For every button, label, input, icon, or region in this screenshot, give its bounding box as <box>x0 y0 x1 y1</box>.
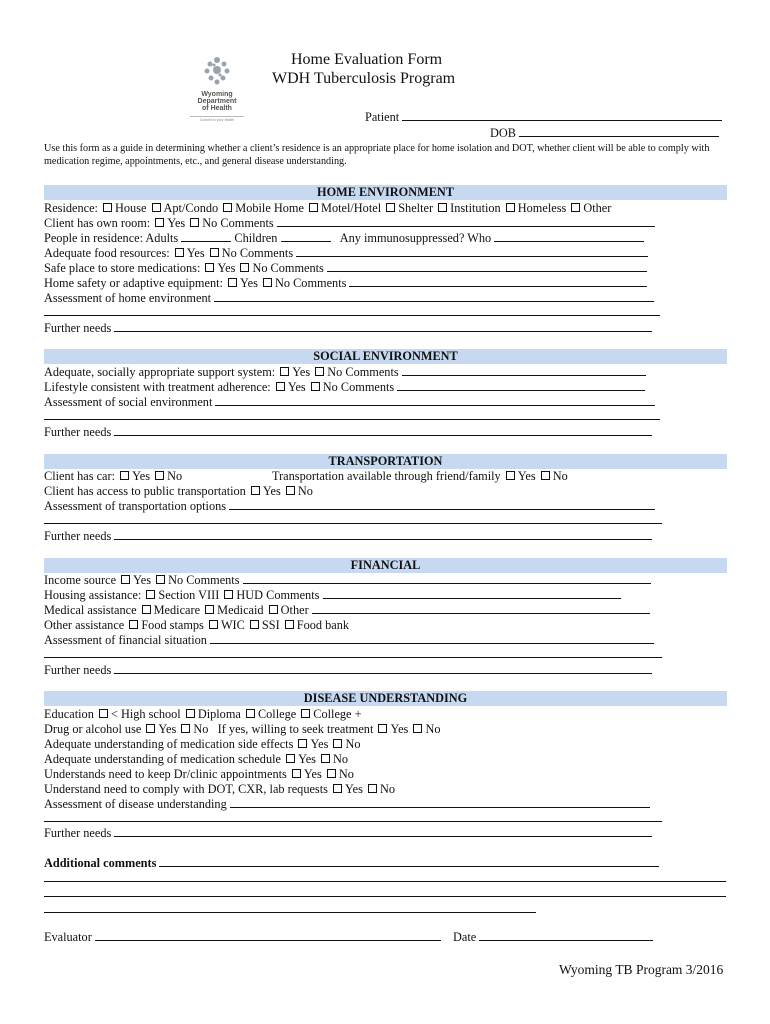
transport-assessment-line-2[interactable] <box>44 523 662 524</box>
residence-row <box>44 201 611 215</box>
medical-other-checkbox[interactable] <box>269 605 278 614</box>
housing-comments-field[interactable] <box>323 588 621 599</box>
yes-label: Yes <box>345 782 363 796</box>
home-assessment-field[interactable] <box>214 291 654 302</box>
evaluator-label: Evaluator <box>44 930 92 944</box>
yes-label: Yes <box>186 246 205 260</box>
additional-comments-line-4[interactable] <box>44 912 536 913</box>
public-transport-label: Client has access to public transportation <box>44 484 246 498</box>
lifestyle-label: Lifestyle consistent with treatment adherence: <box>44 380 271 394</box>
medical-other-field[interactable] <box>312 603 650 614</box>
dob-field[interactable] <box>519 126 719 137</box>
disease-assessment-label: Assessment of disease understanding <box>44 797 227 811</box>
yes-label: Yes <box>217 261 236 275</box>
own-room-label: Client has own room: <box>44 216 151 230</box>
mobile-home-label: Mobile Home <box>235 201 304 215</box>
lifestyle-row <box>44 380 645 394</box>
section-home-environment: HOME ENVIRONMENT <box>44 185 727 200</box>
public-yes-checkbox[interactable] <box>251 486 260 495</box>
friend-transport-label: Transportation available through friend/family <box>272 469 501 483</box>
food-bank-checkbox[interactable] <box>285 620 294 629</box>
section-disease-understanding: DISEASE UNDERSTANDING <box>44 691 727 706</box>
additional-comments-line-2[interactable] <box>44 881 726 882</box>
college-checkbox[interactable] <box>246 709 255 718</box>
meds-no-checkbox[interactable] <box>240 263 249 272</box>
schedule-no-checkbox[interactable] <box>321 754 330 763</box>
medicaid-checkbox[interactable] <box>205 605 214 614</box>
immuno-label: Any immunosuppressed? Who <box>339 231 492 245</box>
lifestyle-no-checkbox[interactable] <box>311 382 320 391</box>
hud-checkbox[interactable] <box>224 590 233 599</box>
homeless-label: Homeless <box>517 201 567 215</box>
mobile-home-checkbox[interactable] <box>223 203 232 212</box>
children-label: Children <box>234 231 278 245</box>
immuno-field[interactable] <box>494 231 644 242</box>
section-financial: FINANCIAL <box>44 558 727 573</box>
no-comments-label: No Comments <box>202 216 274 230</box>
disease-assessment-row <box>44 797 650 811</box>
disease-further-row <box>44 826 652 840</box>
yes-label: Yes <box>303 767 322 781</box>
support-comments-field[interactable] <box>402 365 646 376</box>
no-comments-label: No Comments <box>252 261 324 275</box>
meds-yes-checkbox[interactable] <box>205 263 214 272</box>
yes-label: Yes <box>287 380 306 394</box>
disease-further-label: Further needs <box>44 826 112 840</box>
high-school-label: < High school <box>110 707 181 721</box>
wdh-logo <box>190 54 244 120</box>
disease-assessment-field[interactable] <box>230 797 650 808</box>
financial-assessment-row <box>44 633 654 647</box>
social-further-label: Further needs <box>44 425 112 439</box>
section8-label: Section VIII <box>158 588 220 602</box>
home-further-label: Further needs <box>44 321 112 335</box>
meds-comments-field[interactable] <box>327 261 647 272</box>
patient-row <box>365 110 722 124</box>
no-label: No <box>167 469 183 483</box>
homeless-checkbox[interactable] <box>506 203 515 212</box>
yes-label: Yes <box>517 469 536 483</box>
college-plus-label: College + <box>313 707 362 721</box>
institution-checkbox[interactable] <box>438 203 447 212</box>
support-row <box>44 365 646 379</box>
drug-no-checkbox[interactable] <box>181 724 190 733</box>
yes-label: Yes <box>310 737 329 751</box>
income-row <box>44 573 651 587</box>
schedule-row <box>44 752 348 766</box>
willing-yes-checkbox[interactable] <box>378 724 387 733</box>
wic-label: WIC <box>220 618 245 632</box>
transport-assessment-row <box>44 499 655 513</box>
form-title: Home Evaluation Form <box>291 51 443 68</box>
home-assessment-row <box>44 291 654 305</box>
transport-further-row <box>44 529 652 543</box>
social-assessment-line-2[interactable] <box>44 419 660 420</box>
medical-row <box>44 603 650 617</box>
financial-assessment-field[interactable] <box>210 633 654 644</box>
public-no-checkbox[interactable] <box>286 486 295 495</box>
adults-label: People in residence: Adults <box>44 231 179 245</box>
people-row <box>44 231 644 245</box>
shelter-label: Shelter <box>398 201 434 215</box>
ssi-checkbox[interactable] <box>250 620 259 629</box>
diploma-label: Diploma <box>197 707 241 721</box>
residence-label: Residence: <box>44 201 98 215</box>
yes-label: Yes <box>132 469 151 483</box>
children-field[interactable] <box>281 231 331 242</box>
transport-assessment-label: Assessment of transportation options <box>44 499 227 513</box>
willing-label: If yes, willing to seek treatment <box>217 722 374 736</box>
logo-tagline: Commit to your health <box>190 116 244 122</box>
home-assessment-label: Assessment of home environment <box>44 291 212 305</box>
no-label: No <box>297 484 313 498</box>
shelter-checkbox[interactable] <box>386 203 395 212</box>
institution-label: Institution <box>450 201 501 215</box>
no-label: No <box>333 752 349 766</box>
financial-further-row <box>44 663 652 677</box>
home-further-field[interactable] <box>114 321 652 332</box>
safety-comments-field[interactable] <box>349 276 647 287</box>
food-yes-checkbox[interactable] <box>175 248 184 257</box>
housing-row <box>44 588 621 602</box>
dot-row <box>44 782 395 796</box>
safety-row <box>44 276 647 290</box>
evaluator-row <box>44 930 441 944</box>
program-footer: Wyoming TB Program 3/2016 <box>559 962 724 977</box>
safety-label: Home safety or adaptive equipment: <box>44 276 223 290</box>
safety-yes-checkbox[interactable] <box>228 278 237 287</box>
dob-label: DOB <box>490 126 516 140</box>
date-row <box>453 930 653 944</box>
transport-further-label: Further needs <box>44 529 112 543</box>
schedule-yes-checkbox[interactable] <box>286 754 295 763</box>
support-label: Adequate, socially appropriate support system: <box>44 365 276 379</box>
form-subtitle: WDH Tuberculosis Program <box>272 70 456 87</box>
income-no-checkbox[interactable] <box>156 575 165 584</box>
college-plus-checkbox[interactable] <box>301 709 310 718</box>
side-effects-yes-checkbox[interactable] <box>298 739 307 748</box>
intro-text: Use this form as a guide in determining whether a client’s residence is an appropriate place for home isolation and DOT, whether client will be able to comply with medication regime, appointments, etc., and general disease understanding. <box>44 143 710 167</box>
transport-assessment-field[interactable] <box>229 499 655 510</box>
no-comments-label: No Comments <box>322 380 395 394</box>
income-label: Income source <box>44 573 117 587</box>
food-no-checkbox[interactable] <box>210 248 219 257</box>
disease-further-field[interactable] <box>114 826 652 837</box>
no-comments-label: No Comments <box>327 365 399 379</box>
lifestyle-comments-field[interactable] <box>397 380 645 391</box>
yes-label: Yes <box>133 573 152 587</box>
no-label: No <box>338 767 354 781</box>
food-row <box>44 246 648 260</box>
hud-label: HUD Comments <box>236 588 320 602</box>
appointments-label: Understands need to keep Dr/clinic appointments <box>44 767 287 781</box>
adults-field[interactable] <box>181 231 231 242</box>
college-label: College <box>257 707 297 721</box>
no-label: No <box>379 782 396 796</box>
car-row <box>44 469 182 483</box>
motel-checkbox[interactable] <box>309 203 318 212</box>
social-further-field[interactable] <box>114 425 652 436</box>
social-further-row <box>44 425 652 439</box>
meds-row <box>44 261 647 275</box>
high-school-checkbox[interactable] <box>99 709 108 718</box>
date-field[interactable] <box>479 930 653 941</box>
safety-no-checkbox[interactable] <box>263 278 272 287</box>
income-comments-field[interactable] <box>243 573 651 584</box>
side-effects-row <box>44 737 360 751</box>
education-label: Education <box>44 707 94 721</box>
dob-row <box>490 126 719 140</box>
car-no-checkbox[interactable] <box>155 471 164 480</box>
housing-label: Housing assistance: <box>44 588 142 602</box>
education-row <box>44 707 362 721</box>
appointments-yes-checkbox[interactable] <box>292 769 301 778</box>
dot-no-checkbox[interactable] <box>368 784 377 793</box>
patient-field[interactable] <box>402 110 722 121</box>
social-assessment-row <box>44 395 655 409</box>
dot-yes-checkbox[interactable] <box>333 784 342 793</box>
drug-yes-checkbox[interactable] <box>146 724 155 733</box>
financial-assessment-line-2[interactable] <box>44 657 662 658</box>
motel-label: Motel/Hotel <box>321 201 382 215</box>
medicare-checkbox[interactable] <box>142 605 151 614</box>
no-label: No <box>345 737 361 751</box>
other-residence-label: Other <box>583 201 612 215</box>
food-label: Adequate food resources: <box>44 246 170 260</box>
house-label: House <box>115 201 147 215</box>
support-no-checkbox[interactable] <box>315 367 324 376</box>
yes-label: Yes <box>158 722 177 736</box>
food-stamps-label: Food stamps <box>141 618 204 632</box>
support-yes-checkbox[interactable] <box>280 367 289 376</box>
yes-label: Yes <box>390 722 409 736</box>
no-label: No <box>552 469 568 483</box>
public-transport-row <box>44 484 313 498</box>
no-label: No <box>425 722 441 736</box>
social-assessment-field[interactable] <box>215 395 655 406</box>
transport-further-field[interactable] <box>114 529 652 540</box>
no-comments-label: No Comments <box>168 573 240 587</box>
income-yes-checkbox[interactable] <box>121 575 130 584</box>
drug-label: Drug or alcohol use <box>44 722 142 736</box>
no-label: No <box>193 722 209 736</box>
medicaid-label: Medicaid <box>217 603 264 617</box>
appointments-row <box>44 767 354 781</box>
no-comments-label: No Comments <box>275 276 347 290</box>
financial-further-field[interactable] <box>114 663 652 674</box>
additional-comments-line-3[interactable] <box>44 896 726 897</box>
friend-no-checkbox[interactable] <box>541 471 550 480</box>
logo-emblem-icon <box>190 54 244 88</box>
car-yes-checkbox[interactable] <box>120 471 129 480</box>
social-assessment-label: Assessment of social environment <box>44 395 213 409</box>
additional-comments-label: Additional comments <box>44 856 157 870</box>
home-assessment-line-2[interactable] <box>44 315 660 316</box>
side-effects-no-checkbox[interactable] <box>333 739 342 748</box>
disease-assessment-line-2[interactable] <box>44 821 662 822</box>
section8-checkbox[interactable] <box>146 590 155 599</box>
other-assistance-row <box>44 618 349 632</box>
logo-line-2: Department <box>197 98 237 105</box>
food-bank-label: Food bank <box>296 618 350 632</box>
medicare-label: Medicare <box>153 603 201 617</box>
own-room-row <box>44 216 655 230</box>
financial-assessment-label: Assessment of financial situation <box>44 633 207 647</box>
dot-label: Understand need to comply with DOT, CXR, lab requests <box>44 782 328 796</box>
section-transportation: TRANSPORTATION <box>44 454 727 469</box>
food-comments-field[interactable] <box>296 246 648 257</box>
house-checkbox[interactable] <box>103 203 112 212</box>
logo-line-3: of Health <box>202 105 232 112</box>
yes-label: Yes <box>240 276 258 290</box>
own-room-yes-checkbox[interactable] <box>155 218 164 227</box>
medical-label: Medical assistance <box>44 603 137 617</box>
diploma-checkbox[interactable] <box>186 709 195 718</box>
own-room-no-checkbox[interactable] <box>190 218 199 227</box>
logo-line-1: Wyoming <box>201 91 233 98</box>
friend-yes-checkbox[interactable] <box>506 471 515 480</box>
yes-label: Yes <box>298 752 316 766</box>
side-effects-label: Adequate understanding of medication side effects <box>44 737 294 751</box>
home-further-row <box>44 321 652 335</box>
car-label: Client has car: <box>44 469 116 483</box>
other-residence-checkbox[interactable] <box>571 203 580 212</box>
additional-comments-row <box>44 856 659 870</box>
yes-label: Yes <box>262 484 281 498</box>
food-stamps-checkbox[interactable] <box>129 620 138 629</box>
meds-label: Safe place to store medications: <box>44 261 201 275</box>
financial-further-label: Further needs <box>44 663 112 677</box>
yes-label: Yes <box>292 365 311 379</box>
apt-checkbox[interactable] <box>152 203 161 212</box>
additional-comments-field[interactable] <box>159 856 659 867</box>
yes-label: Yes <box>167 216 186 230</box>
no-comments-label: No Comments <box>221 246 294 260</box>
schedule-label: Adequate understanding of medication schedule <box>44 752 281 766</box>
apt-label: Apt/Condo <box>163 201 219 215</box>
appointments-no-checkbox[interactable] <box>327 769 336 778</box>
medical-other-label: Other <box>280 603 309 617</box>
lifestyle-yes-checkbox[interactable] <box>276 382 285 391</box>
patient-label: Patient <box>365 110 400 124</box>
wic-checkbox[interactable] <box>209 620 218 629</box>
section-social-environment: SOCIAL ENVIRONMENT <box>44 349 727 364</box>
friend-transport-row <box>272 469 568 483</box>
evaluator-field[interactable] <box>95 930 441 941</box>
drug-row <box>44 722 440 736</box>
own-room-comments-field[interactable] <box>277 216 655 227</box>
other-assistance-label: Other assistance <box>44 618 125 632</box>
willing-no-checkbox[interactable] <box>413 724 422 733</box>
ssi-label: SSI <box>261 618 280 632</box>
date-label: Date <box>453 930 477 944</box>
